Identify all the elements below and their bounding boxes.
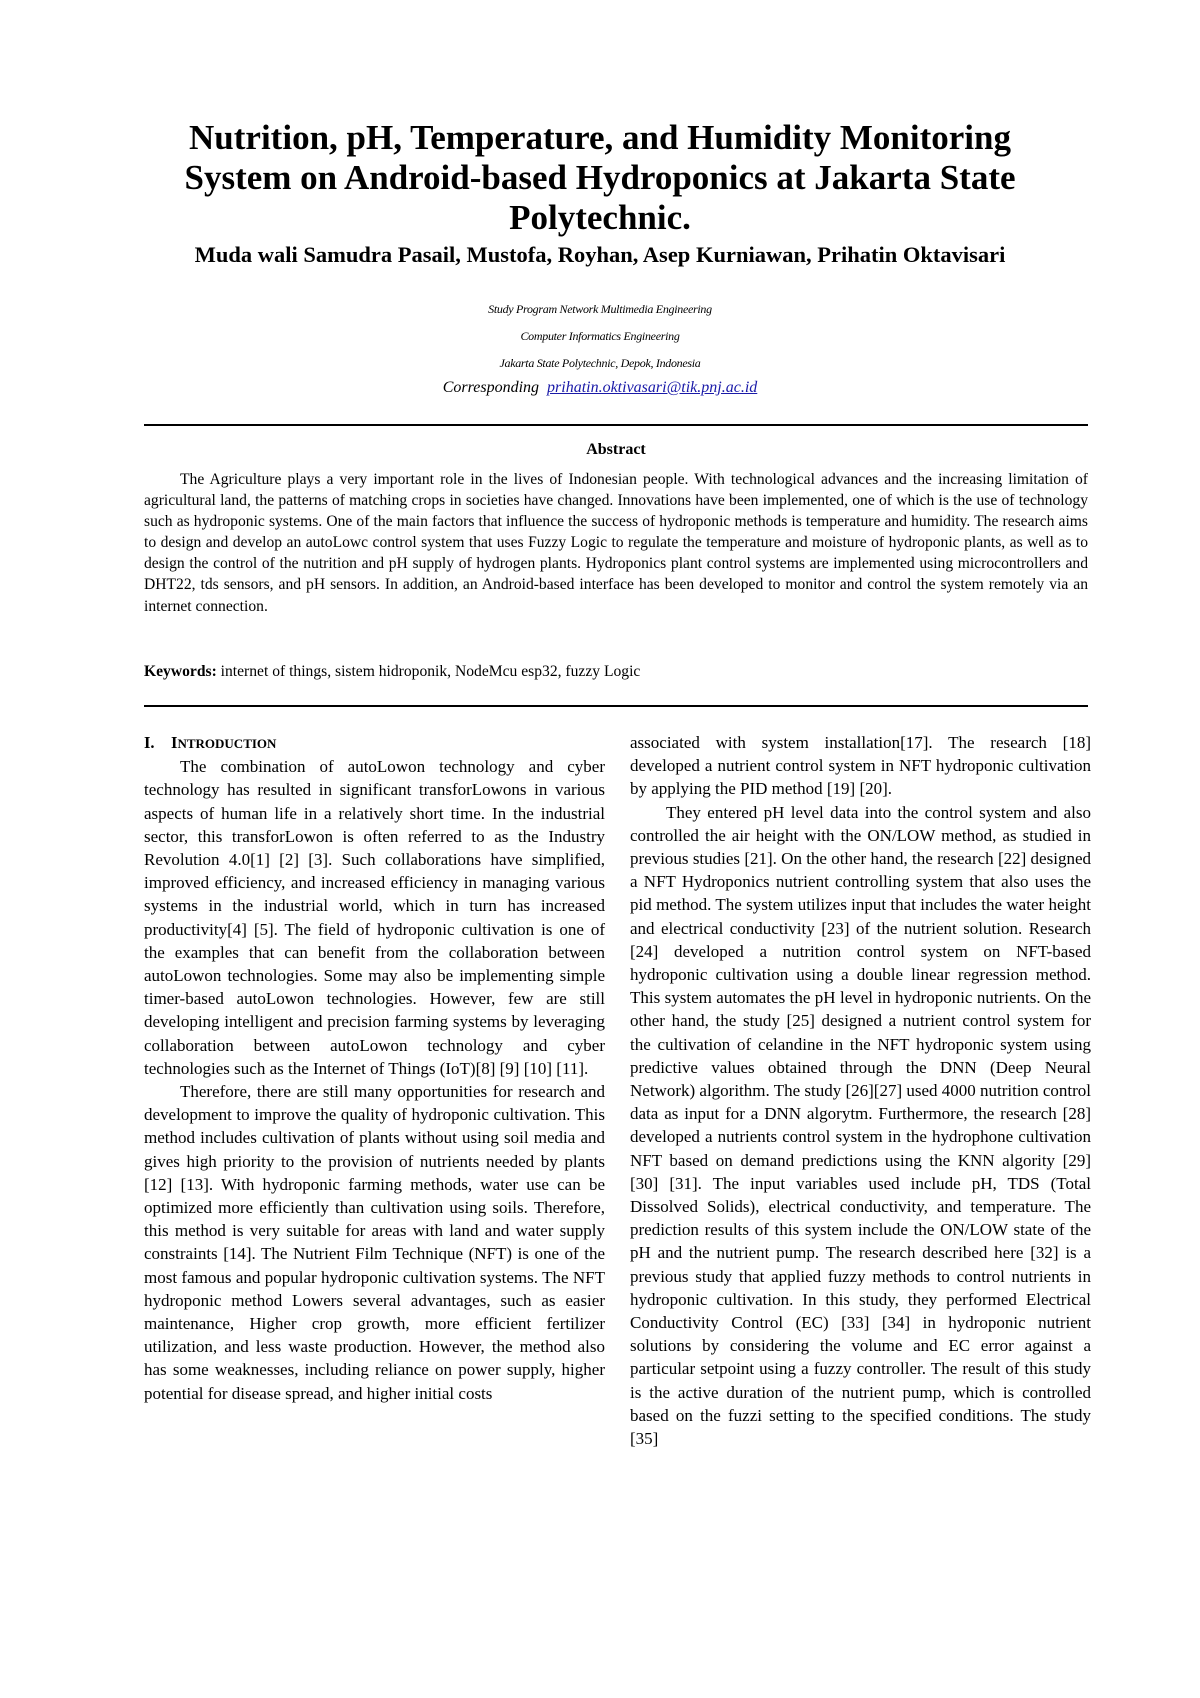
corresponding-author [300,378,900,398]
author-list: Muda wali Samudra Pasail, Mustofa, Royhan, Asep Kurniawan, Prihatin Oktavisari [194,242,1006,267]
body-paragraph: The combination of autoLowon technology and cyber technology has resulted in significant transforLowons in various aspects of human life in a relatively short time. In the industrial sector, this transforLowon is often referred to as the Industry Revolution 4.0[1] [2] [3]. Such collaborations have simplified, improved efficiency, and increased efficiency in managing various systems in the industrial world, which in turn has increased productivity[4] [5]. The field of hydroponic cultivation is one of the examples that can benefit from the collaboration between autoLowon technologies. Some may also be implementing simple timer-based autoLowon technologies. However, few are still developing intelligent and precision farming systems by leveraging collaboration between autoLowon technology and cyber technologies such as the Internet of Things (IoT)[8] [9] [10] [11]. [144,757,605,1078]
body-paragraph: They entered pH level data into the control system and also controlled the air height with the ON/LOW method, as studied in previous studies [21]. On the other hand, the research [22] designed a NFT Hydroponics nutrient controlling system that also uses the pid method. The system utilizes input that includes the water height and electrical conductivity [23] of the nutrient solution. Research [24] developed a nutrition control system on NFT-based hydroponic cultivation using a double linear regression method. This system automates the pH level in hydroponic nutrients. On the other hand, the study [25] designed a nutrient control system for the cultivation of celandine in the NFT hydroponic system using predictive values obtained through the DNN (Deep Neural Network) algorithm. The study [26][27] used 4000 nutrition control data as input for a DNN algorytm. Furthermore, the research [28] developed a nutrients control system in the hydrophone cultivation NFT based on demand predictions using the KNN algority [29] [30] [31]. The input variables used include pH, TDS (Total Dissolved Solids), electrical conductivity, and temperature. The prediction results of this system include the ON/LOW state of the pH and the nutrient pump. The research described here [32] is a previous study that applied fuzzy methods to control nutrients in hydroponic cultivation. In this study, they performed Electrical Conductivity Control (EC) [33] [34] in hydroponic nutrient solutions by considering the volume and EC error against a particular setpoint using a fuzzy controller. The result of this study is the active duration of the nutrient pump, which is controlled based on the fuzzi setting to the specified conditions. The study [35] [630,802,1091,1449]
abstract-heading: Abstract [586,441,646,458]
body-paragraph: Therefore, there are still many opportunities for research and development to improve the quality of hydroponic cultivation. This method includes cultivation of plants without using soil media and gives high priority to the provision of nutrients needed by plants [12] [13]. With hydroponic farming methods, water use can be optimized more efficiently than cultivation using soils. Therefore, this method is very suitable for areas with land and water supply constraints [14]. The Nutrient Film Technique (NFT) is one of the most famous and popular hydroponic cultivation systems. The NFT hydroponic method Lowers several advantages, such as easier maintenance, Higher crop growth, more efficient fertilizer utilization, and less waste production. However, the method also has some weaknesses, including reliance on power supply, higher potential for disease spread, and higher initial costs [144,1082,605,1403]
keywords-text: internet of things, sistem hidroponik, NodeMcu esp32, fuzzy Logic [216,663,641,680]
right-column [630,731,1091,1450]
bottom-divider [144,705,1088,707]
affiliation-line: Jakarta State Polytechnic, Depok, Indonesia [499,356,701,370]
affiliation-line: Study Program Network Multimedia Engineering [488,302,712,316]
left-column [144,731,605,1405]
abstract-text: The Agriculture plays a very important role in the lives of Indonesian people. With technological advances and the increasing limitation of agricultural land, the patterns of matching crops in societies have changed. Innovations have been implemented, one of which is the use of technology such as hydroponic systems. One of the main factors that influence the success of hydroponic methods is temperature and humidity. The research aims to design and develop an autoLowc control system that uses Fuzzy Logic to regulate the temperature and moisture of hydroponic plants, as well as to design the control of the nutrition and pH supply of hydrogen plants. Hydroponics plant control systems are implemented using microcontrollers and DHT22, tds sensors, and pH sensors. In addition, an Android-based interface has been developed to monitor and control the system remotely via an internet connection. [144,471,1088,615]
keywords-label: Keywords: [144,663,217,680]
top-divider [144,424,1088,426]
keywords [144,662,1088,682]
paper-title: Nutrition, pH, Temperature, and Humidity Monitoring System on Android-based Hydroponics at Jakarta State Polytechnic. [184,118,1016,237]
corresponding-email-link[interactable]: prihatin.oktivasari@tik.pnj.ac.id [547,379,758,396]
corresponding-label: Corresponding [442,379,540,396]
section-heading: I. INTRODUCTION [144,733,277,752]
body-paragraph: associated with system installation[17]. The research [18] developed a nutrient control system in NFT hydroponic cultivation by applying the PID method [19] [20]. [630,733,1091,799]
affiliation-line: Computer Informatics Engineering [520,329,680,343]
